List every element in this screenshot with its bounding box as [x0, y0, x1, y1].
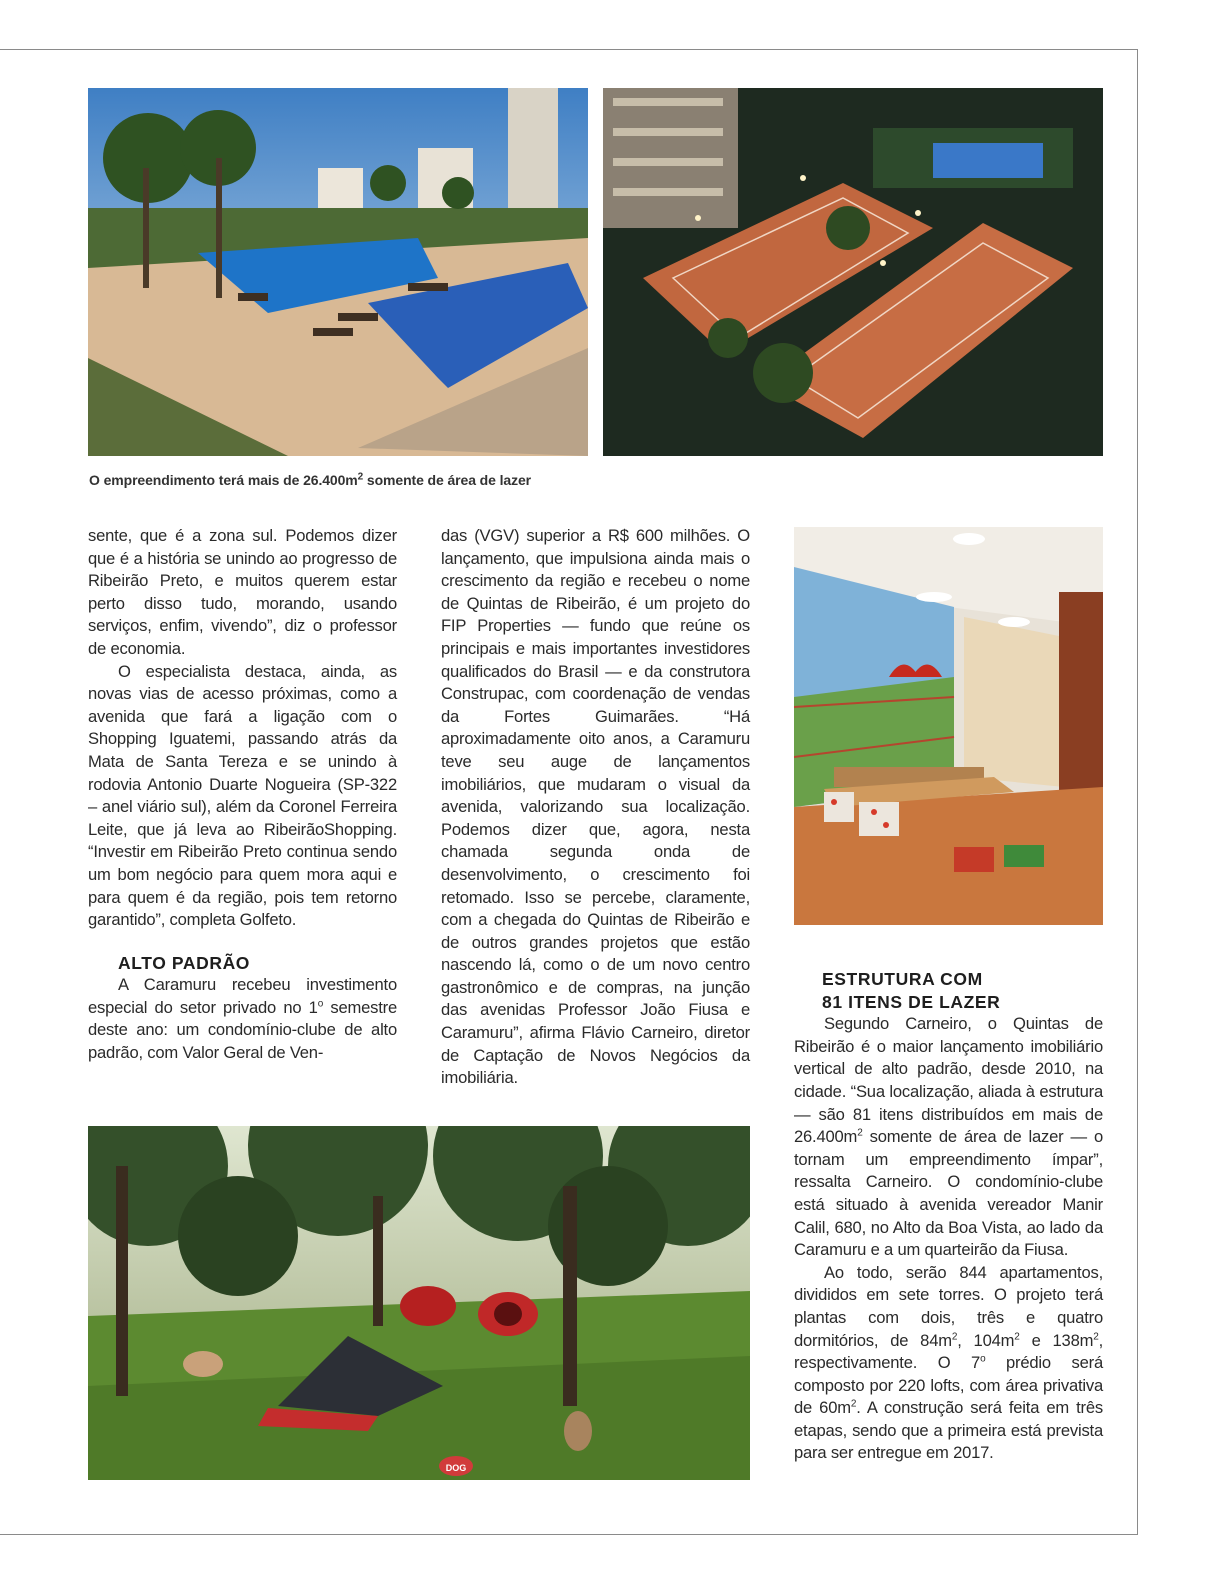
- section-heading-estrutura: ESTRUTURA COM 81 ITENS DE LAZER: [822, 969, 1001, 1012]
- section-heading-alto-padrao: ALTO PADRÃO: [118, 952, 251, 973]
- article-column-1: [88, 525, 397, 1065]
- photo-caption: O empreendimento terá mais de $26.400m^2$ somente de área de lazer: [89, 471, 532, 488]
- tennis-court-photo: [603, 88, 1103, 456]
- col1-paragraph-1: sente, que é a zona sul. Podemos dizer que é a história se unindo ao progresso de Ribeirão Preto, e muitos querem estar perto disso tudo, morando, usando serviços, enfim, vivendo”, diz o professor de economia.: [88, 526, 397, 658]
- article-column-3: [794, 968, 1103, 1465]
- col1-paragraph-3: A Caramuru recebeu investimento especial do setor privado no 1$^o$ semestre deste ano: um condomínio-clube de alto padrão, com Valor Geral de Ven-: [88, 975, 397, 1063]
- col2-paragraph-1: das (VGV) superior a R$ 600 milhões. O lançamento, que impulsiona ainda mais o crescimento da região e recebeu o nome de Quintas de Ribeirão, é um projeto do FIP Properties — fundo que reúne os principais e mais importantes investidores qualificados do Brasil — e da construtora Construpac, com coordenação de vendas da Fortes Guimarães. “Há aproximadamente oito anos, a Caramuru teve seu auge de lançamentos imobiliários, que mudaram o visual da avenida, valorizando sua localização. Podemos dizer que, agora, nesta chamada segunda onda de desenvolvimento, o crescimento foi retomado. Isso se percebe, claramente, com a chegada do Quintas de Ribeirão e de outros grandes projetos que estão nascendo lá, como o de um novo centro gastronômico e de compras, na junção das avenidas Professor João Fiusa e Caramuru”, afirma Flávio Carneiro, diretor de Captação de Novos Negócios da imobiliária.: [441, 526, 750, 1088]
- article-column-2: [441, 525, 750, 1090]
- playroom-photo: [794, 527, 1103, 925]
- col3-paragraph-1: Segundo Carneiro, o Quintas de Ribeirão é o maior lançamento imobiliário vertical de alto padrão, desde 2010, na cidade. “Sua localização, aliada à estrutura — são 81 itens distribuídos em mais de $26.400m^2$ somente de área de lazer — o tornam um empreendimento ímpar”, ressalta Carneiro. O condomínio-clube está situado à avenida vereador Manir Calil, 680, no Alto da Boa Vista, ao lado da Caramuru e a um quarteirão da Fiusa.: [794, 1014, 1103, 1260]
- col1-paragraph-2: O especialista destaca, ainda, as novas vias de acesso próximas, como a avenida que fará a ligação com o Shopping Iguatemi, passando atrás da Mata de Santa Tereza e se unindo à rodovia Antonio Duarte Nogueira (SP-322 – anel viário sul), além da Coronel Ferreira Leite, que já leva ao RibeirãoShopping. “Investir em Ribeirão Preto continua sendo um bom negócio para quem mora aqui e para quem é da região, pois tem retorno garantido”, completa Golfeto.: [88, 661, 397, 930]
- col3-paragraph-2: Ao todo, serão 844 apartamentos, divididos em sete torres. O projeto terá plantas com dois, três e quatro dormitórios, de $84m^2$, $104m^2$ e $138m^2$, respectivamente. O 7$^o$ prédio será composto por 220 lofts, com área privativa de $60m^2$. A construção será feita em três etapas, sendo que a primeira está prevista para ser entregue em 2017.: [794, 1262, 1104, 1463]
- dog-park-photo: [88, 1126, 750, 1480]
- pool-photo: [88, 88, 588, 456]
- dog-bowl-label: DOG: [445, 1463, 467, 1473]
